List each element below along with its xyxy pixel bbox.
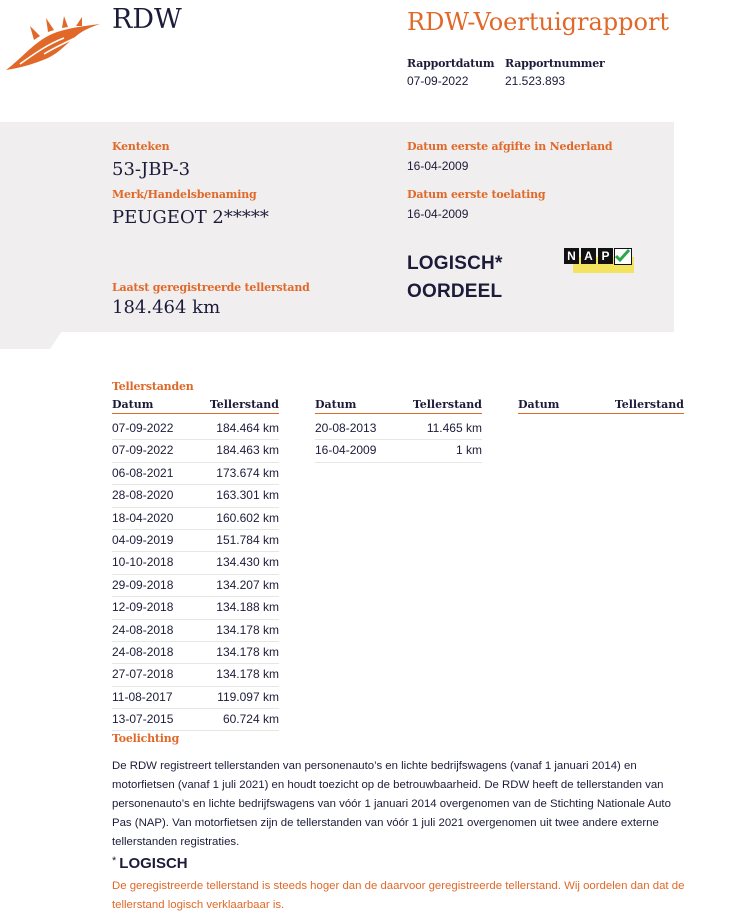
verdict-line-2: OORDEEL	[407, 281, 503, 302]
reading-value: 184.464 km	[216, 421, 279, 435]
table-row	[112, 575, 279, 597]
explanation-text: De RDW registreert tellerstanden van personenauto’s en lichte bedrijfswagens (vanaf 1 januari 2014) en motorfietsen (vanaf 1 juli 2021) en houdt toezicht op de betrouwbaarheid. De RDW heeft de tellerstanden van personenauto’s en lichte bedrijfswagens van vóór 1 januari 2014 overgenomen van de Stichting Nationale Auto Pas (NAP). Van motorfietsen zijn de tellerstanden van vóór 1 juli 2021 overgenomen uit twee andere externe tellerstanden registraties.	[112, 760, 671, 848]
report-date: 07-09-2022	[407, 74, 469, 88]
reading-date: 04-09-2019	[112, 532, 174, 547]
col2-date-header: Datum	[315, 398, 357, 411]
reading-value: 134.178 km	[216, 644, 279, 659]
reading-date: 28-08-2020	[112, 488, 174, 503]
table-row	[112, 664, 279, 686]
reading-date: 29-09-2018	[112, 577, 174, 592]
reading-value: 173.674 km	[216, 465, 279, 480]
plate-value: 53-JBP-3	[112, 159, 191, 180]
reading-value: 163.301 km	[216, 488, 279, 503]
reading-date: 07-09-2022	[112, 443, 174, 458]
reading-value: 184.463 km	[216, 443, 279, 458]
explanation-heading: Toelichting	[112, 732, 180, 745]
reading-date: 18-04-2020	[112, 510, 174, 525]
reading-value: 60.724 km	[222, 712, 279, 727]
report-date-label: Rapportdatum	[407, 57, 495, 70]
brand-name: RDW	[112, 4, 182, 35]
first-admission-value: 16-04-2009	[407, 207, 469, 221]
readings-header-col2	[315, 398, 482, 414]
reading-date: 12-09-2018	[112, 600, 174, 615]
table-row	[315, 440, 482, 462]
odometer-verdict	[407, 250, 503, 306]
verdict-line-1: LOGISCH*	[407, 253, 503, 274]
col3-value-header: Tellerstand	[614, 398, 684, 411]
table-row	[112, 508, 279, 530]
reading-value: 1 km	[455, 443, 482, 458]
first-nl-label: Datum eerste afgifte in Nederland	[407, 140, 613, 153]
col2-value-header: Tellerstand	[412, 398, 482, 411]
first-admission-label: Datum eerste toelating	[407, 188, 546, 201]
reading-value: 134.207 km	[216, 577, 279, 592]
panel-tail-shape	[0, 331, 62, 349]
report-number-label: Rapportnummer	[505, 57, 605, 70]
table-row	[112, 687, 279, 709]
reading-date: 20-08-2013	[315, 421, 377, 435]
vehicle-summary-panel	[0, 122, 674, 332]
reading-date: 13-07-2015	[112, 712, 174, 727]
reading-date: 06-08-2021	[112, 465, 174, 480]
first-nl-value: 16-04-2009	[407, 159, 469, 173]
footnote-star: *	[112, 855, 117, 867]
logic-title-text: LOGISCH	[119, 855, 188, 872]
reading-date: 24-08-2018	[112, 644, 174, 659]
col1-value-header: Tellerstand	[209, 398, 279, 411]
reading-value: 134.188 km	[216, 600, 279, 615]
table-row	[112, 463, 279, 485]
odometer-value: 184.464 km	[112, 297, 221, 318]
reading-value: 119.097 km	[217, 689, 279, 704]
table-row	[112, 709, 279, 731]
reading-date: 16-04-2009	[315, 443, 377, 458]
reading-date: 07-09-2022	[112, 421, 174, 435]
report-number: 21.523.893	[505, 74, 566, 88]
reading-value: 134.430 km	[216, 555, 279, 570]
odometer-label: Laatst geregistreerde tellerstand	[112, 281, 310, 294]
reading-value: 160.602 km	[216, 510, 279, 525]
col3-date-header: Datum	[518, 398, 560, 411]
readings-list-col2	[315, 418, 482, 463]
reading-value: 134.178 km	[216, 622, 279, 637]
reading-date: 24-08-2018	[112, 622, 174, 637]
table-row	[112, 620, 279, 642]
readings-section-label: Tellerstanden	[112, 380, 194, 393]
table-row	[112, 418, 279, 440]
reading-value: 151.784 km	[216, 532, 279, 547]
table-row	[112, 552, 279, 574]
col1-date-header: Datum	[112, 398, 154, 411]
reading-date: 11-08-2017	[112, 689, 173, 704]
table-row	[112, 530, 279, 552]
logic-title	[112, 855, 188, 872]
reading-date: 10-10-2018	[112, 555, 174, 570]
nap-check-icon	[614, 248, 632, 265]
reading-value: 11.465 km	[426, 421, 482, 435]
table-row	[315, 418, 482, 440]
readings-header-col1	[112, 398, 279, 414]
nap-letter-p: P	[598, 248, 613, 264]
nap-letter-a: A	[581, 248, 596, 264]
reading-value: 134.178 km	[216, 667, 279, 682]
table-row	[112, 440, 279, 462]
reading-date: 27-07-2018	[112, 667, 174, 682]
make-label: Merk/Handelsbenaming	[112, 188, 257, 201]
make-value: PEUGEOT 2*****	[112, 207, 269, 228]
logic-text: De geregistreerde tellerstand is steeds hoger dan de daarvoor geregistreerde tellerstand. Wij oordelen dan dat de tellerstand logisch verklaarbaar is.	[112, 880, 685, 911]
nap-badge	[564, 248, 636, 274]
report-title: RDW-Voertuigrapport	[407, 8, 670, 36]
table-row	[112, 642, 279, 664]
table-row	[112, 485, 279, 507]
readings-header-col3	[518, 398, 684, 414]
readings-list-col1	[112, 418, 279, 731]
plate-label: Kenteken	[112, 140, 170, 153]
nap-letter-n: N	[564, 248, 579, 264]
rdw-logo	[4, 14, 102, 74]
table-row	[112, 597, 279, 619]
